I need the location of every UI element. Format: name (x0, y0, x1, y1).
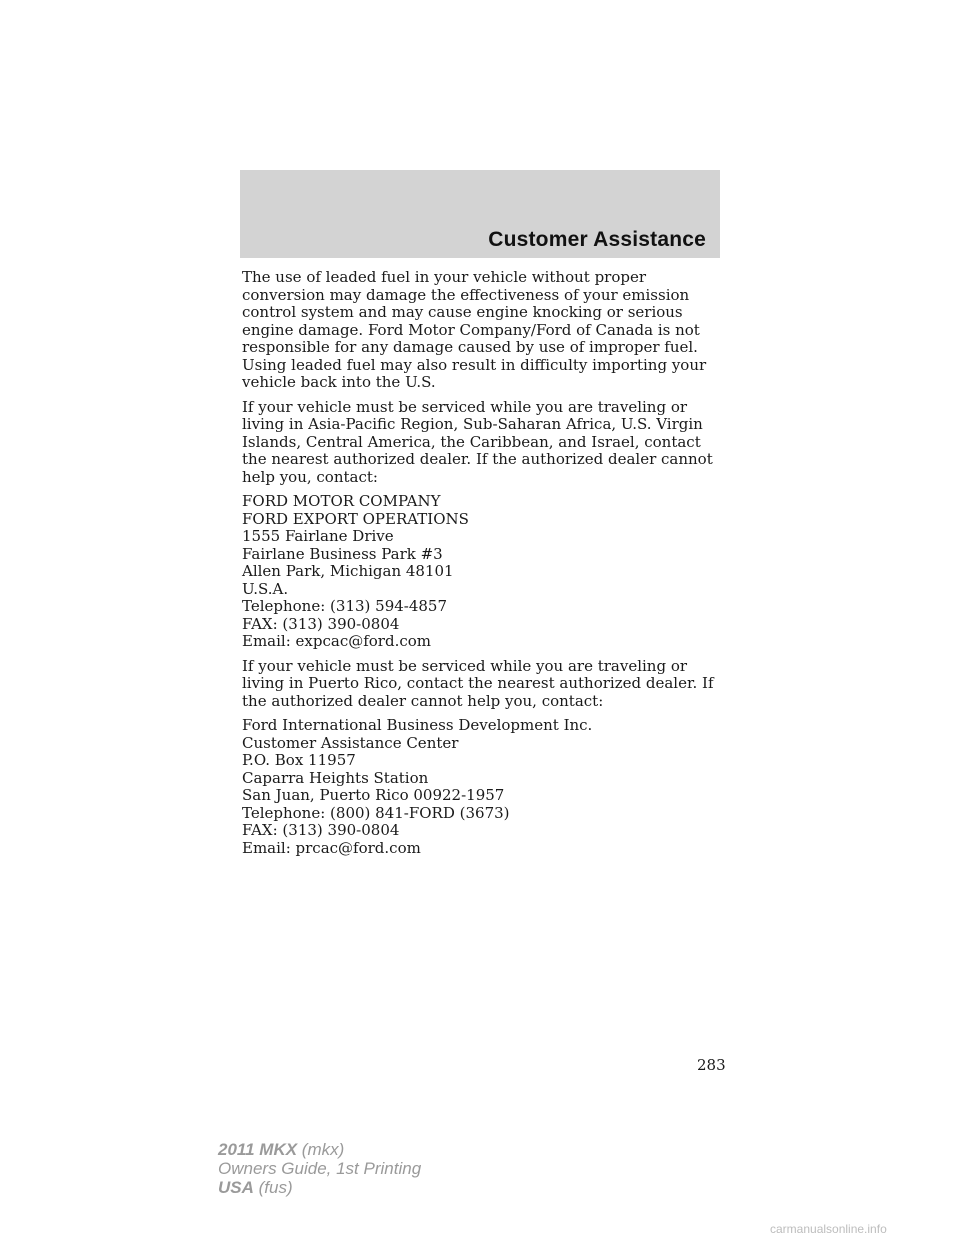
address-line: P.O. Box 11957 (242, 751, 356, 769)
footer-line-edition: Owners Guide, 1st Printing (218, 1159, 422, 1178)
address-line: Customer Assistance Center (242, 733, 459, 752)
page-content (242, 269, 722, 864)
footer-model-code: (mkx) (301, 1140, 345, 1159)
address-line: San Juan, Puerto Rico 00922-1957 (242, 786, 505, 804)
address-line: FAX: (313) 390-0804 (242, 821, 400, 839)
watermark: carmanualsonline.info (770, 1222, 887, 1236)
address-line: Telephone: (313) 594-4857 (242, 597, 448, 615)
address-line: FORD MOTOR COMPANY (242, 492, 441, 510)
address-block-export (242, 493, 722, 651)
section-title: Customer Assistance (488, 228, 706, 251)
page-number: 283 (697, 1056, 726, 1074)
footer-line-market (218, 1178, 421, 1197)
address-line: Caparra Heights Station (242, 768, 429, 787)
footer-line-model (218, 1140, 421, 1159)
address-line: Fairlane Business Park #3 (242, 544, 443, 563)
address-line: Email: expcac@ford.com (242, 632, 431, 650)
address-line: U.S.A. (242, 579, 289, 598)
document-footer (218, 1140, 421, 1197)
address-line: Email: prcac@ford.com (242, 838, 421, 857)
address-line: Telephone: (800) 841-FORD (3673) (242, 803, 510, 822)
paragraph-puerto-rico: If your vehicle must be serviced while you are traveling or living in Puerto Rico, contact the nearest authorized dealer. If the authorized dealer cannot help you, contact: (242, 656, 714, 710)
section-header-band (240, 170, 720, 258)
address-line: FAX: (313) 390-0804 (242, 614, 400, 633)
address-line: FORD EXPORT OPERATIONS (242, 509, 469, 528)
footer-market-code: (fus) (258, 1178, 293, 1197)
footer-model: 2011 MKX (218, 1140, 298, 1159)
address-line: Allen Park, Michigan 48101 (242, 562, 454, 580)
footer-market: USA (218, 1178, 254, 1197)
paragraph-leaded-fuel: The use of leaded fuel in your vehicle without proper conversion may damage the effectiveness of your emission control system and may cause engine knocking or serious engine damage. Ford Motor Company/Ford of Canada is not responsible for any damage caused by use of improper fuel. Using leaded fuel may also result in difficulty importing your vehicle back into the U.S. (242, 268, 707, 391)
address-line: Ford International Business Development Inc. (242, 716, 593, 734)
address-line: 1555 Fairlane Drive (242, 527, 394, 545)
address-block-puerto-rico (242, 717, 722, 857)
paragraph-overseas-service: If your vehicle must be serviced while you are traveling or living in Asia-Pacific Region, Sub-Saharan Africa, U.S. Virgin Islands, Central America, the Caribbean, and Israel, contact the nearest authorized dealer. If the authorized dealer cannot help you, contact: (242, 397, 713, 486)
